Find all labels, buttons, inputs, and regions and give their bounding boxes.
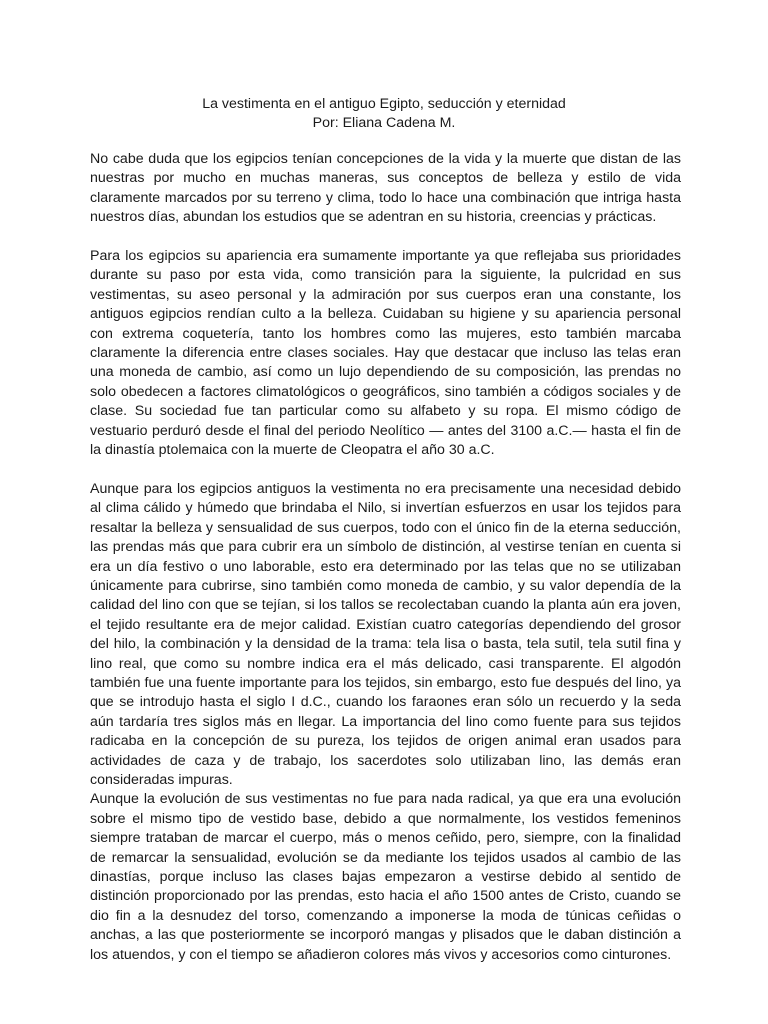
paragraph-intro: No cabe duda que los egipcios tenían concepciones de la vida y la muerte que distan de las nuestras por mucho en muchas maneras, sus conceptos de belleza y estilo de vida claramente marcados por su terreno y clima, todo lo hace una combinación que intriga hasta nuestros días, abundan los estudios que se adentran en su historia, creencias y prácticas.: [90, 151, 681, 226]
paragraph-evolution: Aunque la evolución de sus vestimentas no fue para nada radical, ya que era una evolución sobre el mismo tipo de vestido base, debido a que normalmente, los vestidos femeninos siempre trataban de marcar el cuerpo, más o menos ceñido, pero, siempre, con la finalidad de remarcar la sensualidad, evolución se da mediante los tejidos usados al cambio de las dinastías, porque incluso las clases bajas empezaron a vestirse debido al sentido de distinción proporcionado por las prendas, esto hacia el año 1500 antes de Cristo, cuando se dio fin a la desnudez del torso, comenzando a imponerse la moda de túnicas ceñidas o anchas, a las que posteriormente se incorporó mangas y plisados que le daban distinción a los atuendos, y con el tiempo se añadieron colores más vivos y accesorios como cinturones.: [90, 791, 681, 963]
paragraph-textiles: Aunque para los egipcios antiguos la vestimenta no era precisamente una necesidad debido al clima cálido y húmedo que brindaba el Nilo, si invertían esfuerzos en usar los tejidos para resaltar la belleza y sensualidad de sus cuerpos, todo con el único fin de la eterna seducción, las prendas más que para cubrir era un símbolo de distinción, al vestirse tenían en cuenta si era un día festivo o uno laborable, esto era determinado por las telas que no se utilizaban únicamente para cubrirse, sino también como moneda de cambio, y su valor dependía de la calidad del lino con que se tejían, si los tallos se recolectaban cuando la planta aún era joven, el tejido resultante era de mejor calidad. Existían cuatro categorías dependiendo del grosor del hilo, la combinación y la densidad de la trama: tela lisa o basta, tela sutil, tela sutil fina y lino real, que como su nombre indica era el más delicado, casi transparente. El algodón también fue una fuente importante para los tejidos, sin embargo, esto fue después del lino, ya que se introdujo hasta el siglo I d.C., cuando los faraones eran sólo un recuerdo y la seda aún tardaría tres siglos más en llegar. La importancia del lino como fuente para sus tejidos radicaba en la concepción de su pureza, los tejidos de origen animal eran usados para actividades de caza y de trabajo, los sacerdotes solo utilizaban lino, las demás eran consideradas impuras.: [90, 480, 681, 788]
paragraph-appearance: Para los egipcios su apariencia era sumamente importante ya que reflejaba sus prioridades durante su paso por esta vida, como transición para la siguiente, la pulcridad en sus vestimentas, su aseo personal y la admiración por sus cuerpos eran una constante, los antiguos egipcios rendían culto a la belleza. Cuidaban su higiene y su apariencia personal con extrema coquetería, tanto los hombres como las mujeres, esto también marcaba claramente la diferencia entre clases sociales. Hay que destacar que incluso las telas eran una moneda de cambio, así como un lujo dependiendo de su composición, las prendas no solo obedecen a factores climatológicos o geográficos, sino también a códigos sociales y de clase. Su sociedad fue tan particular como su alfabeto y su ropa. El mismo código de vestuario perduró desde el final del periodo Neolítico — antes del 3100 a.C.— hasta el fin de la dinastía ptolemaica con la muerte de Cleopatra el año 30 a.C.: [90, 248, 681, 459]
document-body: [90, 150, 681, 965]
document-title: La vestimenta en el antiguo Egipto, seducción y eternidad: [202, 96, 566, 112]
document-header: [88, 95, 680, 133]
document-byline: Por: Eliana Cadena M.: [312, 115, 456, 131]
